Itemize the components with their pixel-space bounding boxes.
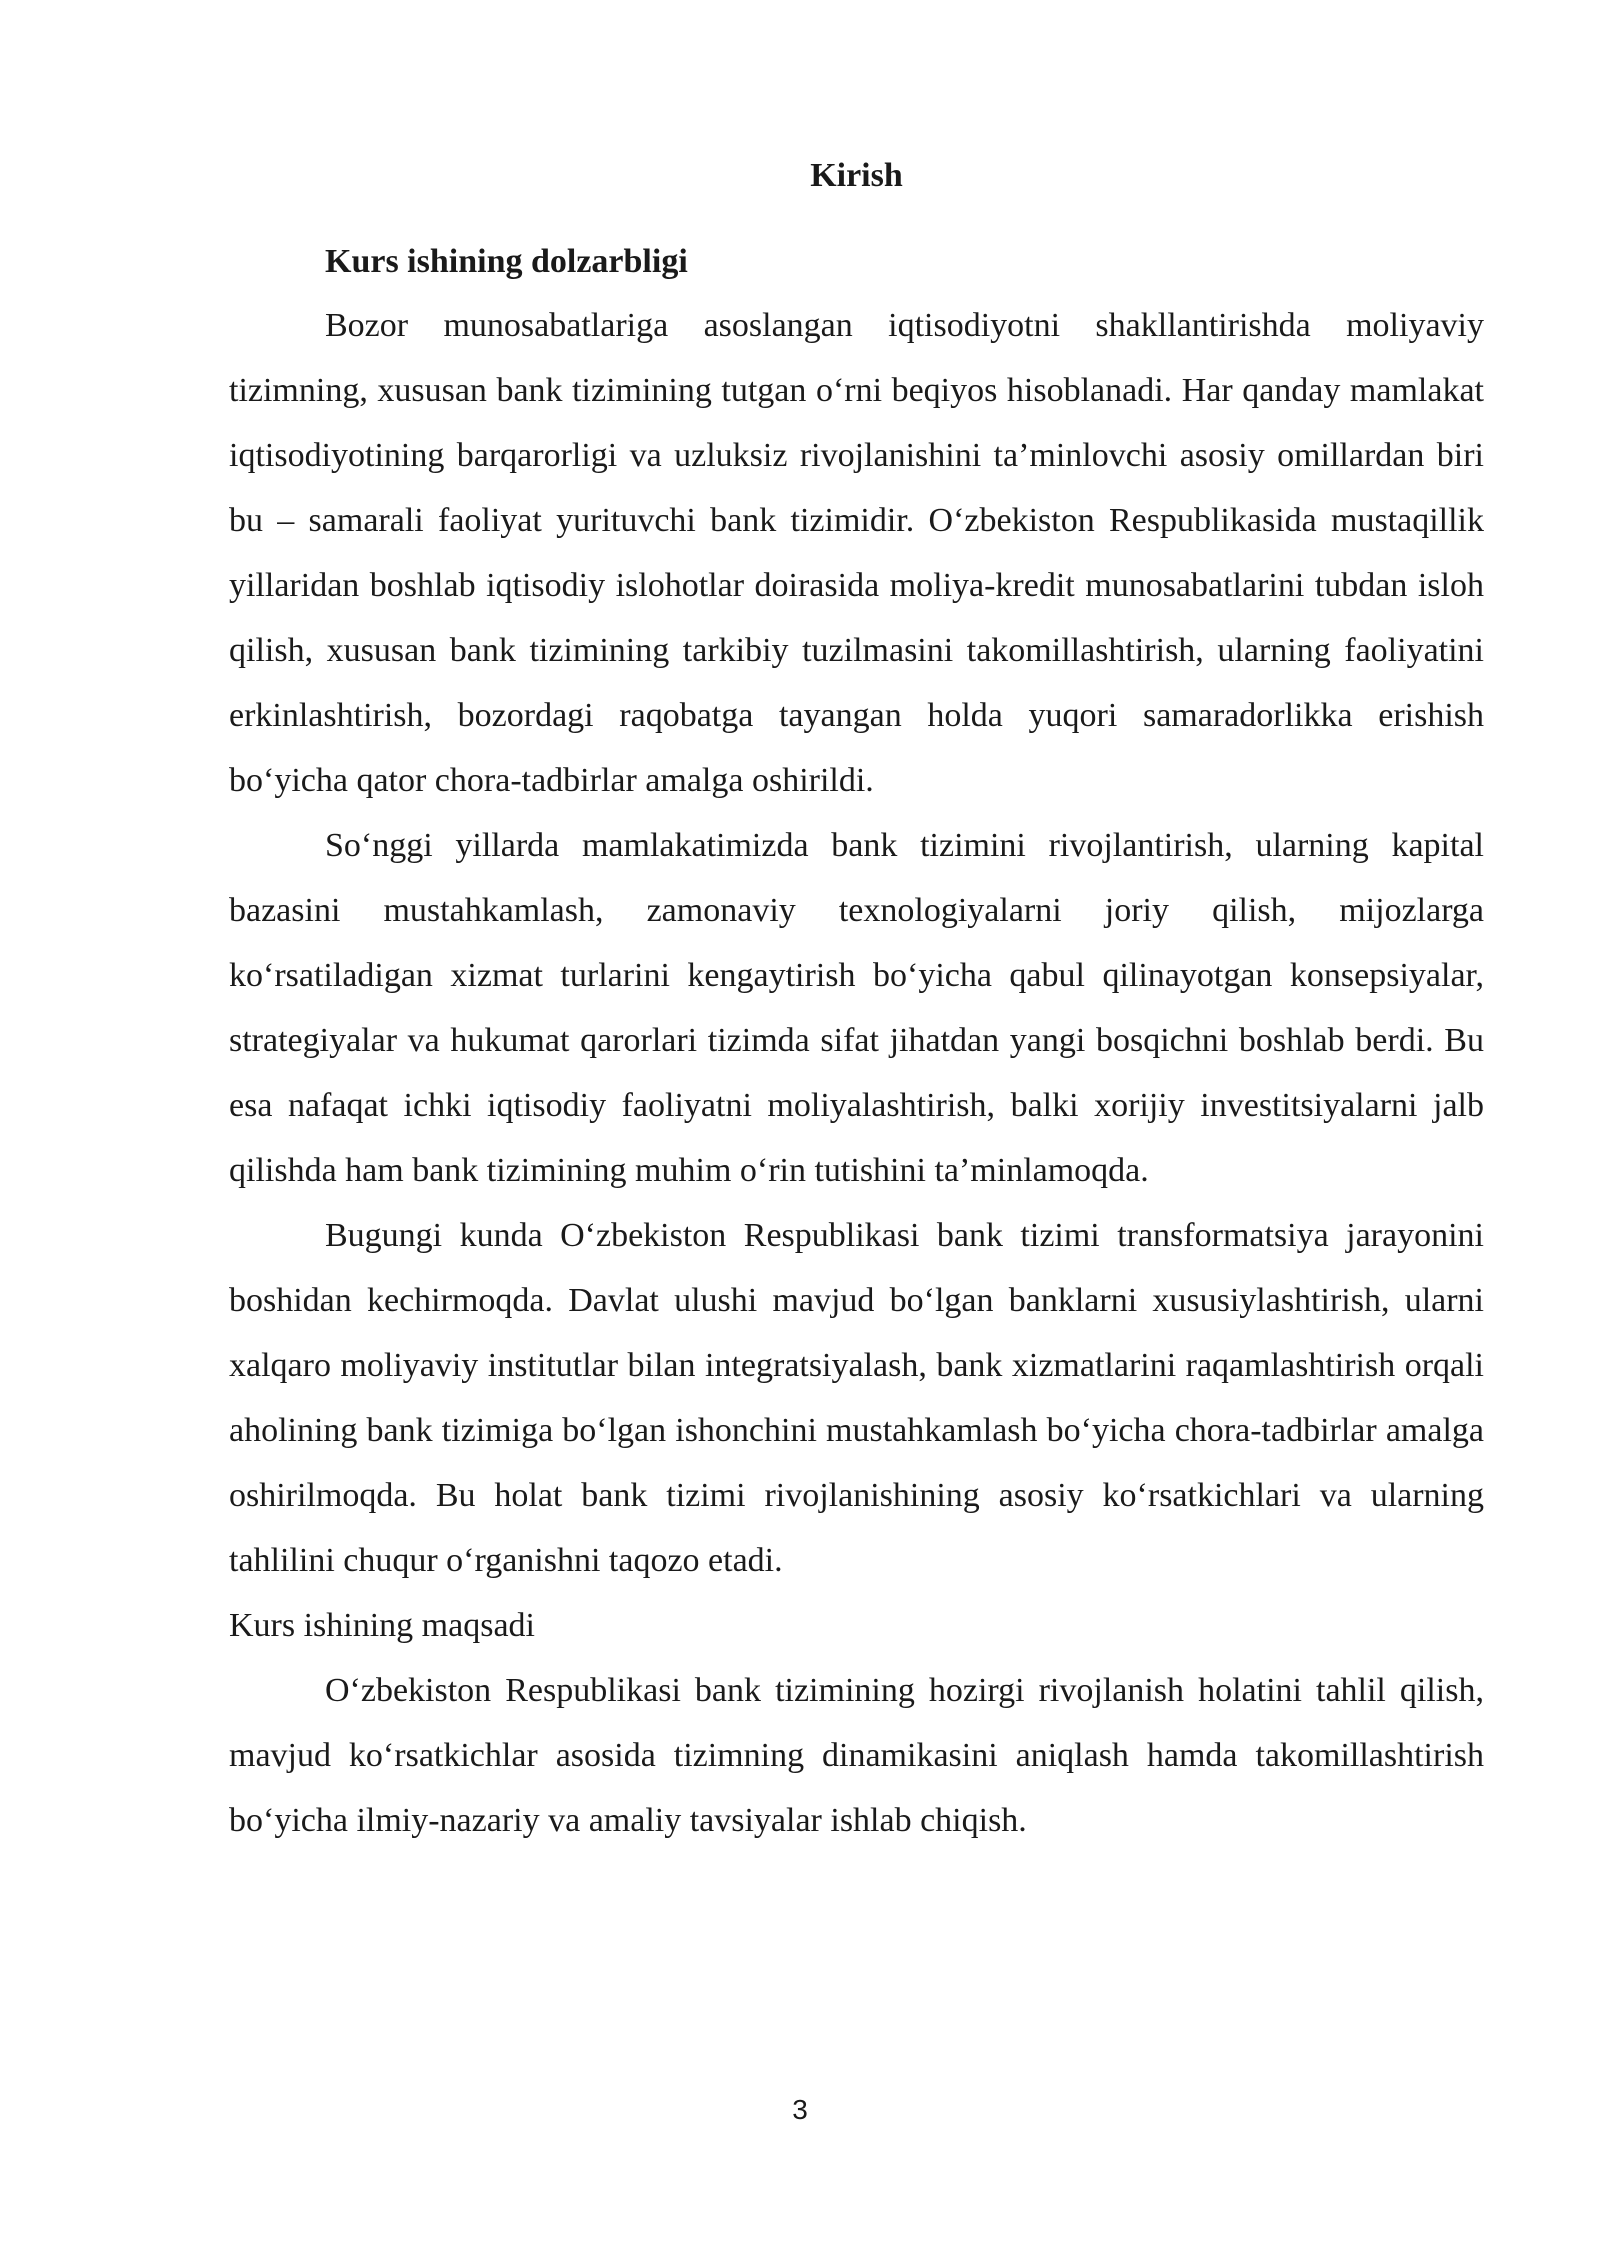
page-content — [229, 145, 1484, 1853]
goal-heading: Kurs ishining maqsadi — [229, 1607, 535, 1644]
page-number: 3 — [792, 2094, 808, 2125]
goal-paragraph: O‘zbekiston Respublikasi bank tizimining hozirgi rivojlanish holatini tahlil qilish, mavjud ko‘rsatkichlar asosida tizimning dinamikasini aniqlash hamda takomillashtirish bo‘yicha ilmiy-nazariy va amaliy tavsiyalar ishlab chiqish. — [229, 1672, 1484, 1839]
relevance-heading: Kurs ishining dolzarbligi — [325, 243, 688, 280]
document-title: Kirish — [810, 157, 903, 194]
relevance-paragraph-2: So‘nggi yillarda mamlakatimizda bank tizimini rivojlantirish, ularning kapital bazasini mustahkamlash, zamonaviy texnologiyalarni joriy qilish, mijozlarga ko‘rsatiladigan xizmat turlarini kengaytirish bo‘yicha qabul qilinayotgan konsepsiyalar, strategiyalar va hukumat qarorlari tizimda sifat jihatdan yangi bosqichni boshlab berdi. Bu esa nafaqat ichki iqtisodiy faoliyatni moliyalashtirish, balki xorijiy investitsiyalarni jalb qilishda ham bank tizimining muhim o‘rin tutishini ta’minlamoqda. — [229, 827, 1484, 1189]
relevance-paragraph-1: Bozor munosabatlariga asoslangan iqtisodiyotni shakllantirishda moliyaviy tizimning, xususan bank tizimining tutgan o‘rni beqiyos hisoblanadi. Har qanday mamlakat iqtisodiyotining barqarorligi va uzluksiz rivojlanishini ta’minlovchi asosiy omillardan biri bu – samarali faoliyat yurituvchi bank tizimidir. O‘zbekiston Respublikasida mustaqillik yillaridan boshlab iqtisodiy islohotlar doirasida moliya-kredit munosabatlarini tubdan isloh qilish, xususan bank tizimining tarkibiy tuzilmasini takomillashtirish, ularning faoliyatini erkinlashtirish, bozordagi raqobatga tayangan holda yuqori samaradorlikka erishish bo‘yicha qator chora-tadbirlar amalga oshirildi. — [229, 307, 1484, 799]
relevance-paragraph-3: Bugungi kunda O‘zbekiston Respublikasi bank tizimi transformatsiya jarayonini boshidan kechirmoqda. Davlat ulushi mavjud bo‘lgan banklarni xususiylashtirish, ularni xalqaro moliyaviy institutlar bilan integratsiyalash, bank xizmatlarini raqamlashtirish orqali aholining bank tizimiga bo‘lgan ishonchini mustahkamlash bo‘yicha chora-tadbirlar amalga oshirilmoqda. Bu holat bank tizimi rivojlanishining asosiy ko‘rsatkichlari va ularning tahlilini chuqur o‘rganishni taqozo etadi. — [229, 1217, 1484, 1579]
